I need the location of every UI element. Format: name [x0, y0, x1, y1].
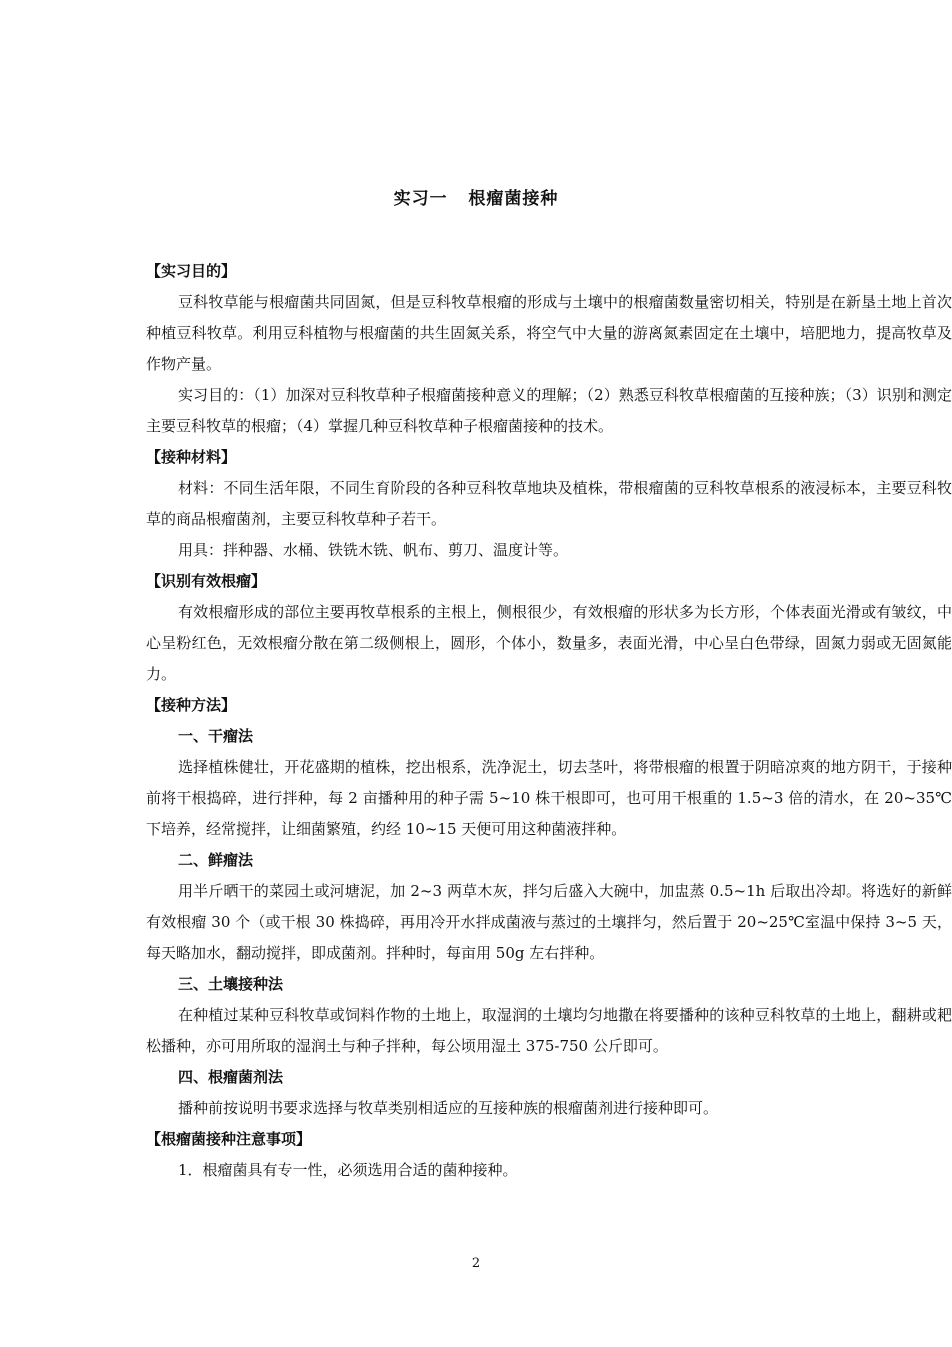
page-title: 实习一 根瘤菌接种 [393, 189, 559, 209]
paragraph-identify: 有效根瘤形成的部位主要再牧草根系的主根上，侧根很少，有效根瘤的形状多为长方形，个体表面光滑或有皱纹，中心呈粉红色，无效根瘤分散在第二级侧根上，圆形，个体小，数量多，表面光滑，中心呈白色带绿，固氮力弱或无固氮能力。 [146, 603, 952, 683]
paragraph-tools: 用具：拌种器、水桶、铁铣木铣、帆布、剪刀、温度计等。 [178, 541, 569, 559]
page-number: 2 [471, 1256, 481, 1271]
method-title-inoculant: 四、根瘤菌剂法 [178, 1068, 284, 1086]
paragraph-purpose-intro: 豆科牧草能与根瘤菌共同固氮，但是豆科牧草根瘤的形成与土壤中的根瘤菌数量密切相关，特别是在新垦土地上首次种植豆科牧草。利用豆科植物与根瘤菌的共生固氮关系，将空气中大量的游离氮素固定在土壤中，培肥地力，提高牧草及作物产量。 [146, 293, 952, 373]
section-heading-identify: 【识别有效根瘤】 [146, 572, 267, 590]
method-title-soil: 三、土壤接种法 [178, 975, 284, 993]
paragraph-soil: 在种植过某种豆科牧草或饲料作物的土地上，取湿润的土壤均匀地撒在将要播种的该种豆科牧草的土地上，翻耕或耙松播种，亦可用所取的湿润土与种子拌种，每公顷用湿土 375-750 公斤即可。 [146, 1006, 952, 1055]
document-body [146, 256, 952, 1186]
section-heading-purpose: 【实习目的】 [146, 262, 237, 280]
section-heading-materials: 【接种材料】 [146, 448, 237, 466]
method-title-fresh-nodule: 二、鲜瘤法 [178, 851, 254, 869]
paragraph-dry-nodule: 选择植株健壮，开花盛期的植株，挖出根系，洗净泥土，切去茎叶，将带根瘤的根置于阴暗凉爽的地方阴干，于接种前将干根捣碎，进行拌种，每 2 亩播种用的种子需 5~10 株干根即可，也可用干根重的 1.5~3 倍的清水，在 20~35℃下培养，经常搅拌，让细菌繁殖，约经 10~15 天便可用这种菌液拌种。 [146, 758, 952, 838]
paragraph-inoculant: 播种前按说明书要求选择与牧草类别相适应的互接种族的根瘤菌剂进行接种即可。 [178, 1099, 719, 1117]
paragraph-materials: 材料：不同生活年限，不同生育阶段的各种豆科牧草地块及植株，带根瘤菌的豆科牧草根系的液浸标本，主要豆科牧草的商品根瘤菌剂，主要豆科牧草种子若干。 [146, 479, 952, 528]
section-heading-methods: 【接种方法】 [146, 696, 237, 714]
paragraph-fresh-nodule: 用半斤晒干的菜园土或河塘泥，加 2~3 两草木灰，拌匀后盛入大碗中，加盅蒸 0.5~1h 后取出冷却。将选好的新鲜有效根瘤 30 个（或干根 30 株捣碎，再用冷开水拌成菌液与蒸过的土壤拌匀，然后置于 20~25℃室温中保持 3~5 天，每天略加水，翻动搅拌，即成菌剂。拌种时，每亩用 50g 左右拌种。 [146, 882, 952, 962]
method-title-dry-nodule: 一、干瘤法 [178, 727, 254, 745]
paragraph-purpose-goals: 实习目的：（1）加深对豆科牧草种子根瘤菌接种意义的理解；（2）熟悉豆科牧草根瘤菌的互接种族；（3）识别和测定主要豆科牧草的根瘤；（4）掌握几种豆科牧草种子根瘤菌接种的技术。 [146, 386, 952, 435]
section-heading-notes: 【根瘤菌接种注意事项】 [146, 1130, 312, 1148]
note-item-1: 1．根瘤菌具有专一性，必须选用合适的菌种接种。 [178, 1161, 518, 1179]
